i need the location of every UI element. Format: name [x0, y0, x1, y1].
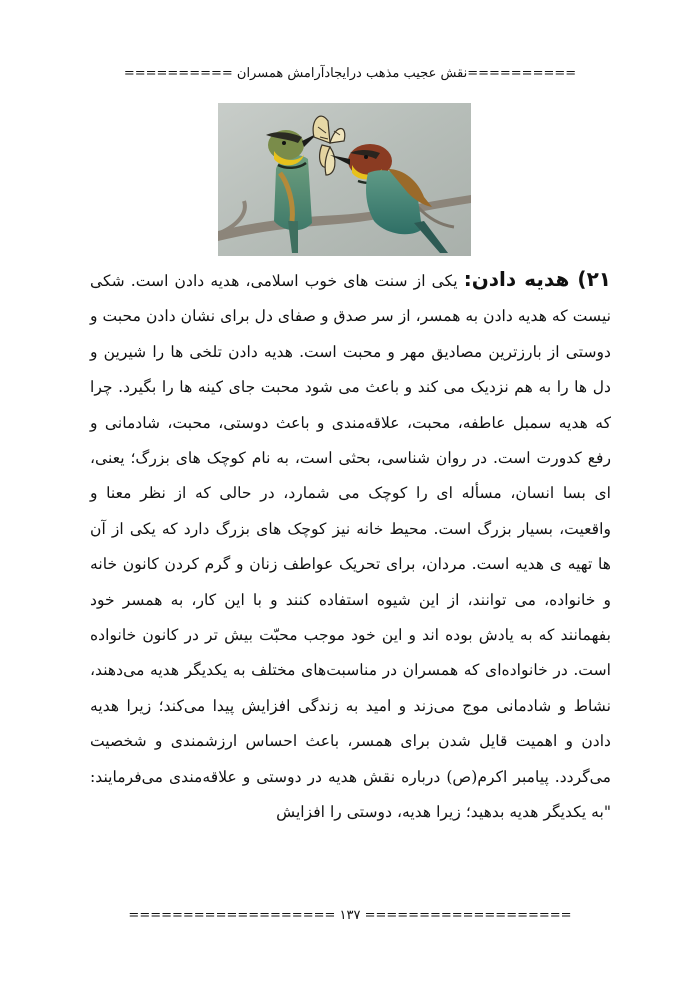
article-body [90, 262, 611, 831]
article-paragraph: یکی از سنت های خوب اسلامی، هدیه دادن است. شکی نیست که هدیه دادن به همسر، از سر صدق و صفای دل برای نشان دادن محبت و دوستی از بارزترین مصادیق مهر و محبت است. هدیه دادن تلخی ها را شیرین و دل ها را به هم نزدیک می کند و باعث می شود محبت جای کینه ها را بگیرد. چرا که هدیه سمبل عاطفه، محبت، علاقه‌مندی و باعث دوستی، محبت، شادمانی و رفع کدورت است. در روان شناسی، بحثی است، به نام کوچک های بزرگ؛ یعنی، ای بسا انسان، مسأله ای را کوچک می شمارد، در حالی که از نظر معنا و واقعیت، بسیار بزرگ است. محیط خانه نیز کوچک های بزرگ دارد که یکی از آن ها تهیه ی هدیه است. مردان، برای تحریک عواطف زنان و گرم کردن کانون خانه و خانواده، می توانند، از این شیوه استفاده کنند و با این کار، به همسر خود بفهمانند که به یادش بوده اند و این خود موجب محبّت بیش تر در کانون خانواده است. در خانواده‌ای که همسران در مناسبت‌های مختلف به یکدیگر هدیه می‌دهند، نشاط و شادمانی موج می‌زند و امید به زندگی افزایش پیدا می‌کند؛ زیرا هدیه دادن و اهمیت قایل شدن برای همسر، باعث احساس ارزشمندی و شخصیت می‌گردد. پیامبر اکرم(ص) درباره نقش هدیه در دوستی و علاقه‌مندی می‌فرمایند: "به یکدیگر هدیه بدهید؛ زیرا هدیه، دوستی را افزایش [90, 272, 611, 822]
running-header: ==========نقش عجیب مذهب درایجادآرامش همسران ========== [123, 66, 577, 81]
section-heading: ۲۱) هدیه دادن: [463, 267, 611, 291]
bird-illustration [218, 103, 471, 256]
bee-eater-image [218, 103, 471, 256]
page-number-footer: =================== ۱۳۷ =================== [128, 908, 572, 923]
